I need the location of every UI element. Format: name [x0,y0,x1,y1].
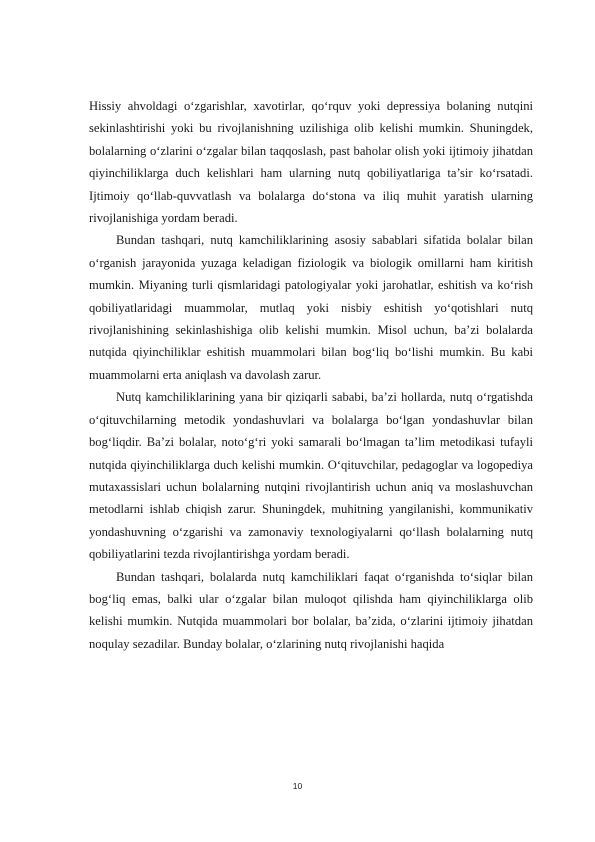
page-number: 10 [292,781,303,791]
paragraph-4: Bundan tashqari, bolalarda nutq kamchiliklari faqat o‘rganishda to‘siqlar bilan bog‘liq emas, balki ular o‘zgalar bilan muloqot qilishda ham qiyinchiliklarga olib kelishi mumkin. Nutqida muammolari bor bolalar, ba’zida, o‘zlarini ijtimoiy jihatdan noqulay sezadilar. Bunday bolalar, o‘zlarining nutq rivojlanishi haqida [89,569,533,651]
page-body [89,95,533,655]
paragraph-3: Nutq kamchiliklarining yana bir qiziqarli sababi, ba’zi hollarda, nutq o‘rgatishda o‘qituvchilarning metodik yondashuvlari va bolalarga bo‘lgan yondashuvlar bilan bog‘liqdir. Ba’zi bolalar, noto‘g‘ri yoki samarali bo‘lmagan ta’lim metodikasi tufayli nutqida qiyinchiliklarga duch kelishi mumkin. O‘qituvchilar, pedagoglar va logopediya mutaxassislari uchun bolalarning nutqini rivojlantirish uchun aniq va moslashuvchan metodlarni ishlab chiqish zarur. Shuningdek, muhitning yangilanishi, kommunikativ yondashuvning o‘zgarishi va zamonaviy texnologiyalarni qo‘llash bolalarning nutq qobiliyatlarini tezda rivojlantirishga yordam beradi. [89,390,533,562]
paragraph-2: Bundan tashqari, nutq kamchiliklarining asosiy sabablari sifatida bolalar bilan o‘rganish jarayonida yuzaga keladigan fiziologik va biologik omillarni ham kiritish mumkin. Miyaning turli qismlaridagi patologiyalar yoki jarohatlar, eshitish va ko‘rish qobiliyatlaridagi muammolar, mutlaq yoki nisbiy eshitish yo‘qotishlari nutq rivojlanishining sekinlashishiga olib kelishi mumkin. Misol uchun, ba’zi bolalarda nutqida qiyinchiliklar eshitish muammolari bilan bog‘liq bo‘lishi mumkin. Bu kabi muammolarni erta aniqlash va davolash zarur. [89,233,533,382]
paragraph-1: Hissiy ahvoldagi o‘zgarishlar, xavotirlar, qo‘rquv yoki depressiya bolaning nutqini sekinlashtirishi yoki bu rivojlanishning uzilishiga olib kelishi mumkin. Shuningdek, bolalarning o‘zlarini o‘zgalar bilan taqqoslash, past baholar olish yoki ijtimoiy jihatdan qiyinchiliklarga duch kelishlari ham ularning nutq qobiliyatlariga ta’sir ko‘rsatadi. Ijtimoiy qo‘llab-quvvatlash va bolalarga do‘stona va iliq muhit yaratish ularning rivojlanishiga yordam beradi. [89,99,533,226]
